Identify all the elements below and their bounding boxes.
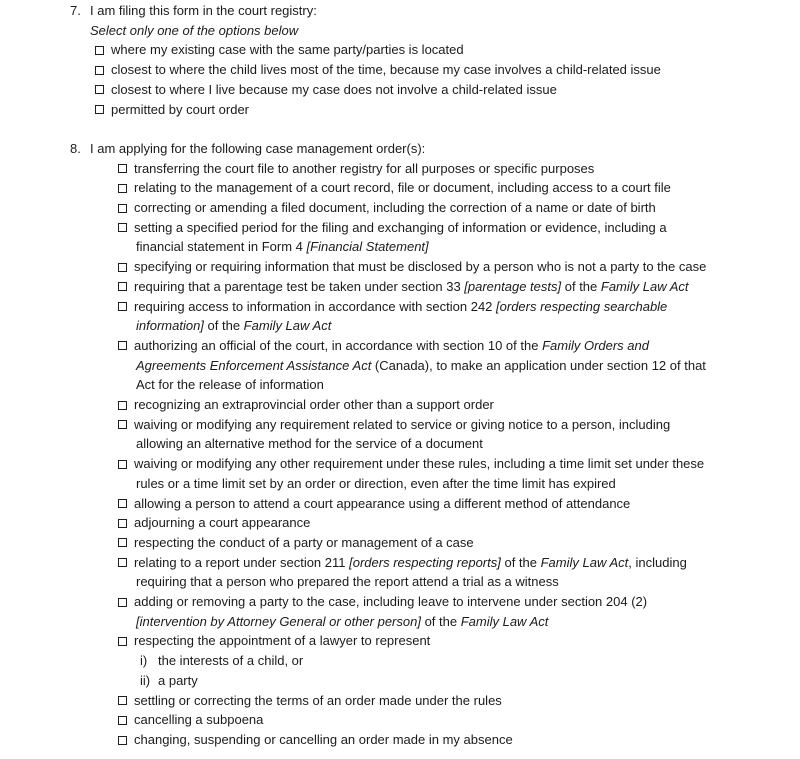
option-label: requiring that a person who prepared the report attend a trial as a witness bbox=[136, 574, 559, 590]
option-continuation-line bbox=[0, 572, 800, 592]
option-label: authorizing an official of the court, in accordance with section 10 of the Family Orders and bbox=[134, 337, 649, 353]
item-7-title-row bbox=[0, 1, 800, 21]
checkbox[interactable] bbox=[118, 204, 127, 213]
checkbox[interactable] bbox=[118, 637, 127, 646]
sub-item-marker: i) bbox=[140, 653, 148, 669]
checkbox[interactable] bbox=[118, 460, 127, 469]
item-title: I am filing this form in the court registry: bbox=[90, 3, 317, 18]
checkbox-option bbox=[0, 415, 800, 435]
checkbox[interactable] bbox=[118, 598, 127, 607]
checkbox[interactable] bbox=[95, 85, 104, 94]
item-number: 8. bbox=[70, 140, 81, 156]
option-continuation-line bbox=[0, 316, 800, 336]
option-label: financial statement in Form 4 [Financial Statement] bbox=[136, 239, 429, 255]
option-label: correcting or amending a filed document, including the correction of a name or date of birth bbox=[134, 200, 656, 216]
checkbox-option bbox=[0, 454, 800, 474]
option-label: settling or correcting the terms of an order made under the rules bbox=[134, 692, 502, 708]
checkbox-option bbox=[0, 730, 800, 750]
checkbox-option bbox=[0, 100, 800, 120]
option-label: requiring access to information in accordance with section 242 [orders respecting searchable bbox=[134, 298, 668, 314]
option-label: rules or a time limit set by an order or direction, even after the time limit has expired bbox=[136, 475, 616, 491]
option-label: requiring that a parentage test be taken under section 33 [parentage tests] of the Family Law Act bbox=[134, 278, 689, 294]
checkbox[interactable] bbox=[95, 46, 104, 55]
checkbox[interactable] bbox=[118, 558, 127, 567]
checkbox-option bbox=[0, 297, 800, 317]
option-label: waiving or modifying any requirement related to service or giving notice to a person, including bbox=[134, 416, 671, 432]
checkbox-option bbox=[0, 592, 800, 612]
option-continuation-line bbox=[0, 612, 800, 632]
sub-item-text: a party bbox=[158, 672, 198, 688]
option-label: cancelling a subpoena bbox=[134, 712, 264, 728]
checkbox-option bbox=[0, 553, 800, 573]
checkbox[interactable] bbox=[118, 736, 127, 745]
option-label: relating to a report under section 211 [orders respecting reports] of the Family Law Act, including bbox=[134, 554, 687, 570]
option-label: relating to the management of a court record, file or document, including access to a court file bbox=[134, 180, 671, 196]
checkbox-option bbox=[0, 218, 800, 238]
checkbox[interactable] bbox=[118, 401, 127, 410]
option-label: transferring the court file to another registry for all purposes or specific purposes bbox=[134, 160, 595, 176]
item-title: I am applying for the following case management order(s): bbox=[90, 140, 426, 156]
checkbox-option bbox=[0, 40, 800, 60]
checkbox[interactable] bbox=[95, 105, 104, 114]
checkbox-option bbox=[0, 691, 800, 711]
form-item-7 bbox=[0, 1, 800, 119]
option-label: adding or removing a party to the case, including leave to intervene under section 204 (2) bbox=[134, 594, 648, 610]
checkbox-option bbox=[0, 395, 800, 415]
checkbox[interactable] bbox=[118, 519, 127, 528]
option-label: waiving or modifying any other requirement under these rules, including a time limit set under these bbox=[134, 456, 705, 472]
options-list bbox=[0, 159, 800, 750]
option-label: where my existing case with the same party/parties is located bbox=[111, 42, 464, 58]
option-label: setting a specified period for the filing and exchanging of information or evidence, including a bbox=[134, 219, 667, 235]
option-label: changing, suspending or cancelling an order made in my absence bbox=[134, 732, 513, 747]
checkbox[interactable] bbox=[118, 499, 127, 508]
option-label: Act for the release of information bbox=[136, 377, 324, 393]
checkbox-option bbox=[0, 60, 800, 80]
checkbox[interactable] bbox=[118, 223, 127, 232]
option-continuation-line bbox=[0, 474, 800, 494]
options-list bbox=[0, 40, 800, 119]
checkbox[interactable] bbox=[118, 420, 127, 429]
checkbox[interactable] bbox=[118, 184, 127, 193]
option-label: specifying or requiring information that must be disclosed by a person who is not a party to the case bbox=[134, 259, 707, 275]
option-label: closest to where the child lives most of the time, because my case involves a child-related issue bbox=[111, 62, 661, 78]
option-continuation-line bbox=[0, 375, 800, 395]
checkbox[interactable] bbox=[118, 538, 127, 547]
checkbox[interactable] bbox=[118, 263, 127, 272]
option-label: allowing a person to attend a court appearance using a different method of attendance bbox=[134, 495, 631, 511]
checkbox-option bbox=[0, 257, 800, 277]
option-label: Agreements Enforcement Assistance Act (Canada), to make an application under section 12 of that bbox=[136, 357, 706, 373]
option-label: [intervention by Attorney General or other person] of the Family Law Act bbox=[136, 613, 549, 629]
checkbox-option bbox=[0, 198, 800, 218]
checkbox-option bbox=[0, 710, 800, 730]
option-label: closest to where I live because my case does not involve a child-related issue bbox=[111, 81, 557, 97]
sub-item-text: the interests of a child, or bbox=[158, 653, 304, 669]
option-label: recognizing an extraprovincial order other than a support order bbox=[134, 397, 494, 413]
option-continuation-line bbox=[0, 237, 800, 257]
checkbox[interactable] bbox=[95, 66, 104, 75]
item-instruction: Select only one of the options below bbox=[90, 22, 299, 38]
checkbox-option bbox=[0, 277, 800, 297]
checkbox[interactable] bbox=[118, 164, 127, 173]
option-label: respecting the appointment of a lawyer to represent bbox=[134, 633, 431, 649]
item-number: 7. bbox=[70, 3, 81, 18]
checkbox-option bbox=[0, 80, 800, 100]
checkbox[interactable] bbox=[118, 716, 127, 725]
option-label: respecting the conduct of a party or management of a case bbox=[134, 534, 474, 550]
option-label: allowing an alternative method for the service of a document bbox=[136, 436, 483, 452]
checkbox-option bbox=[0, 178, 800, 198]
option-label: information] of the Family Law Act bbox=[136, 318, 332, 334]
checkbox-option bbox=[0, 631, 800, 651]
sub-item bbox=[0, 651, 800, 671]
checkbox[interactable] bbox=[118, 341, 127, 350]
option-label: permitted by court order bbox=[111, 101, 250, 117]
checkbox-option bbox=[0, 513, 800, 533]
checkbox-option bbox=[0, 494, 800, 514]
checkbox-option bbox=[0, 336, 800, 356]
checkbox[interactable] bbox=[118, 302, 127, 311]
checkbox[interactable] bbox=[118, 696, 127, 705]
sub-item-marker: ii) bbox=[140, 672, 151, 688]
sub-item bbox=[0, 671, 800, 691]
checkbox[interactable] bbox=[118, 282, 127, 291]
option-label: adjourning a court appearance bbox=[134, 515, 311, 531]
option-continuation-line bbox=[0, 434, 800, 454]
form-item-8 bbox=[0, 139, 800, 750]
checkbox-option bbox=[0, 159, 800, 179]
item-8-title-row bbox=[0, 139, 800, 159]
checkbox-option bbox=[0, 533, 800, 553]
option-continuation-line bbox=[0, 356, 800, 376]
